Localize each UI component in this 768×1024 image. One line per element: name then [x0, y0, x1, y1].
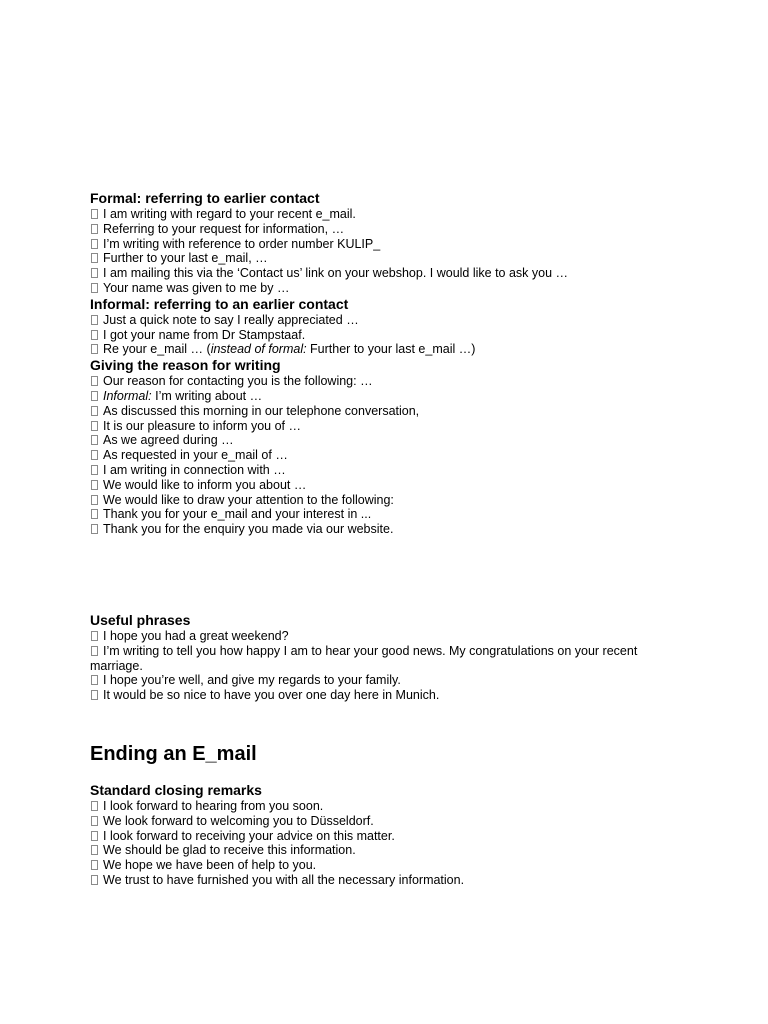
- item-text: I’m writing about …: [151, 388, 263, 403]
- list-item: [90, 463, 670, 478]
- bullet-box-icon: [91, 845, 98, 855]
- list-item: [90, 389, 670, 404]
- list-item: [90, 858, 670, 873]
- list-item: [90, 313, 670, 328]
- item-text: I am writing in connection with …: [103, 462, 286, 477]
- phrases-block-closing: [90, 782, 670, 888]
- list-item: [90, 433, 670, 448]
- list-item: [90, 222, 670, 237]
- bullet-box-icon: [91, 480, 98, 490]
- item-text-italic: instead of formal:: [210, 342, 307, 357]
- section-heading-informal: Informal: referring to an earlier contact: [90, 295, 349, 312]
- bullet-box-icon: [91, 646, 98, 656]
- item-text: We would like to inform you about …: [103, 477, 307, 492]
- bullet-box-icon: [91, 509, 98, 519]
- list-item: [90, 251, 670, 266]
- item-text: Thank you for your e_mail and your interest in ...: [103, 507, 372, 522]
- item-text: I look forward to hearing from you soon.: [103, 799, 324, 813]
- bullet-box-icon: [91, 831, 98, 841]
- bullet-box-icon: [91, 376, 98, 386]
- item-text: I am mailing this via the ‘Contact us’ link on your webshop. I would like to ask you …: [103, 266, 569, 281]
- item-text: As discussed this morning in our telephone conversation,: [103, 403, 420, 418]
- bullet-box-icon: [91, 631, 98, 641]
- item-text: Our reason for contacting you is the following: …: [103, 374, 373, 389]
- item-text: I hope you’re well, and give my regards to your family.: [103, 673, 401, 688]
- bullet-box-icon: [91, 239, 98, 249]
- item-text: I’m writing with reference to order number KULIP_: [103, 236, 381, 251]
- item-text: As we agreed during …: [103, 433, 234, 448]
- section-heading-reason: Giving the reason for writing: [90, 357, 281, 374]
- bullet-box-icon: [91, 253, 98, 263]
- list-item: [90, 404, 670, 419]
- item-text: It is our pleasure to inform you of …: [103, 418, 302, 433]
- item-text: We would like to draw your attention to the following:: [103, 492, 394, 507]
- bullet-box-icon: [91, 524, 98, 534]
- phrases-block-useful: [90, 612, 670, 703]
- item-text: Further to your last e_mail …): [306, 342, 476, 357]
- list-item: [90, 478, 670, 493]
- section-heading-useful-phrases: Useful phrases: [90, 612, 191, 628]
- list-item: [90, 328, 670, 343]
- bullet-box-icon: [91, 283, 98, 293]
- bullet-box-icon: [91, 495, 98, 505]
- item-text: We hope we have been of help to you.: [103, 858, 317, 873]
- item-text: We trust to have furnished you with all the necessary information.: [103, 872, 465, 887]
- list-item: [90, 814, 670, 829]
- list-item: [90, 673, 670, 688]
- list-item: [90, 207, 670, 222]
- section-heading-closing-remarks: Standard closing remarks: [90, 782, 262, 798]
- bullet-box-icon: [91, 435, 98, 445]
- item-text: I look forward to receiving your advice on this matter.: [103, 828, 395, 843]
- bullet-box-icon: [91, 690, 98, 700]
- item-text: I’m writing to tell you how happy I am to hear your good news. My congratulations on your recent marriage.: [90, 643, 638, 673]
- list-item: [90, 829, 670, 844]
- bullet-box-icon: [91, 268, 98, 278]
- bullet-box-icon: [91, 801, 98, 811]
- item-text: I got your name from Dr Stampstaaf.: [103, 327, 306, 342]
- item-text: I hope you had a great weekend?: [103, 629, 289, 643]
- item-text: It would be so nice to have you over one day here in Munich.: [103, 688, 440, 703]
- list-item: [90, 843, 670, 858]
- item-text: We should be glad to receive this information.: [103, 843, 356, 858]
- bullet-box-icon: [91, 421, 98, 431]
- list-item: [90, 644, 670, 674]
- bullet-box-icon: [91, 391, 98, 401]
- list-item: [90, 419, 670, 434]
- list-item: [90, 448, 670, 463]
- list-item: [90, 507, 670, 522]
- list-item: [90, 688, 670, 703]
- page-heading-ending-an-email: Ending an E_mail: [90, 743, 257, 765]
- item-text: Your name was given to me by …: [103, 280, 290, 295]
- bullet-box-icon: [91, 315, 98, 325]
- phrases-block-opening: [90, 190, 670, 537]
- bullet-box-icon: [91, 816, 98, 826]
- bullet-box-icon: [91, 406, 98, 416]
- bullet-box-icon: [91, 875, 98, 885]
- bullet-box-icon: [91, 860, 98, 870]
- bullet-box-icon: [91, 209, 98, 219]
- bullet-box-icon: [91, 465, 98, 475]
- bullet-box-icon: [91, 330, 98, 340]
- bullet-box-icon: [91, 344, 98, 354]
- item-text: Further to your last e_mail, …: [103, 251, 268, 266]
- list-item: [90, 799, 670, 814]
- list-item: [90, 281, 670, 296]
- item-text: I am writing with regard to your recent e_mail.: [103, 207, 356, 221]
- list-item: [90, 237, 670, 252]
- item-text: Thank you for the enquiry you made via our website.: [103, 522, 394, 537]
- list-item: [90, 522, 670, 537]
- section-heading-formal: Formal: referring to earlier contact: [90, 190, 320, 206]
- item-text: Referring to your request for information, …: [103, 221, 345, 236]
- bullet-box-icon: [91, 224, 98, 234]
- list-item: [90, 374, 670, 389]
- item-text: As requested in your e_mail of …: [103, 448, 288, 463]
- list-item: [90, 342, 670, 357]
- bullet-box-icon: [91, 450, 98, 460]
- list-item: [90, 266, 670, 281]
- item-text: We look forward to welcoming you to Düsseldorf.: [103, 813, 374, 828]
- list-item: [90, 629, 670, 644]
- list-item: [90, 493, 670, 508]
- item-text: Just a quick note to say I really appreciated …: [103, 312, 359, 327]
- bullet-box-icon: [91, 675, 98, 685]
- item-text-italic: Informal:: [103, 388, 152, 403]
- list-item: [90, 873, 670, 888]
- item-text: Re your e_mail … (: [103, 342, 211, 357]
